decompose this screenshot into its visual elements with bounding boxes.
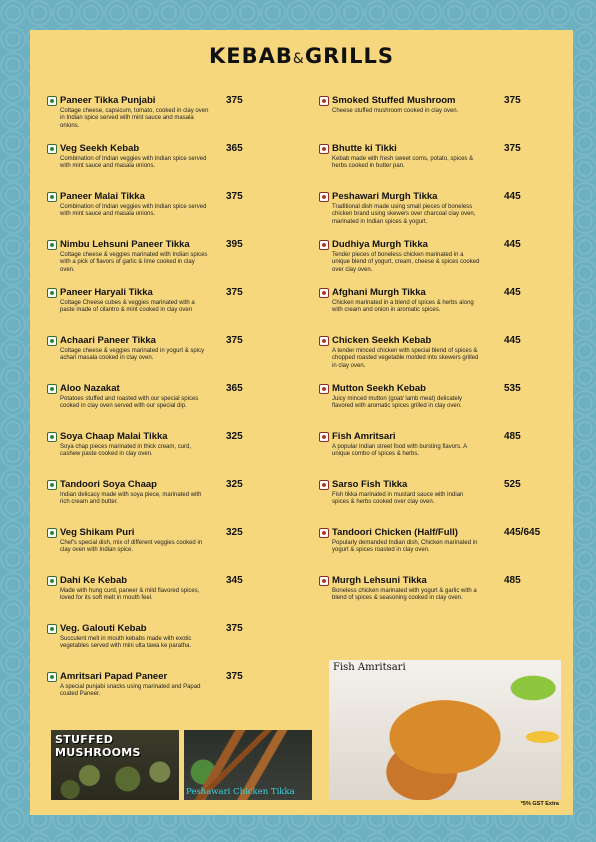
menu-item-name: Afghani Murgh Tikka: [332, 287, 426, 298]
menu-item-name: Veg Shikam Puri: [60, 527, 135, 538]
menu-item-price: 445: [504, 239, 521, 250]
menu-item: [60, 479, 285, 507]
menu-item-name: Fish Amritsari: [332, 431, 396, 442]
menu-item-name: Amritsari Papad Paneer: [60, 671, 168, 682]
menu-item-description: Juicy minced mutton (goat/ lamb meat) delicately flavored with aromatic spices grilled in clay oven.: [332, 396, 463, 410]
menu-item-price: 375: [504, 143, 521, 154]
menu-item: [332, 239, 557, 274]
veg-mark-icon: [47, 336, 57, 346]
page-title: KEBAB&GRILLS: [209, 44, 394, 68]
menu-item-description: Soya chap pieces marinated in thick cream, curd, cashew paste cooked in clay oven.: [60, 444, 192, 458]
nonveg-mark-icon: [319, 240, 329, 250]
menu-item: [332, 95, 557, 115]
menu-item-name: Nimbu Lehsuni Paneer Tikka: [60, 239, 190, 250]
menu-item-name: Chicken Seekh Kebab: [332, 335, 432, 346]
menu-item-name: Bhutte ki Tikki: [332, 143, 397, 154]
peshawari-chicken-photo: [184, 730, 312, 800]
menu-item-description: Cottage cheese & veggies marinated with Indian spices with a pick of flavors of garlic & lime cooked in clay oven.: [60, 252, 208, 273]
menu-item-name: Tandoori Chicken (Half/Full): [332, 527, 458, 538]
menu-item-name: Paneer Tikka Punjabi: [60, 95, 156, 106]
menu-item: [60, 239, 285, 274]
veg-mark-icon: [47, 384, 57, 394]
nonveg-mark-icon: [319, 96, 329, 106]
nonveg-mark-icon: [319, 432, 329, 442]
nonveg-mark-icon: [319, 336, 329, 346]
menu-item-name: Achaari Paneer Tikka: [60, 335, 156, 346]
menu-item-name: Murgh Lehsuni Tikka: [332, 575, 427, 586]
menu-item-name: Paneer Haryali Tikka: [60, 287, 153, 298]
menu-item: [332, 143, 557, 171]
gst-footnote: *5% GST Extra: [520, 801, 559, 807]
fish-amritsari-photo: [329, 660, 561, 800]
menu-item-price: 345: [226, 575, 243, 586]
nonveg-mark-icon: [319, 576, 329, 586]
nonveg-mark-icon: [319, 288, 329, 298]
menu-item-description: Cheese stuffed mushroom cooked in clay oven.: [332, 108, 459, 114]
menu-item-price: 535: [504, 383, 521, 394]
menu-item-name: Veg. Galouti Kebab: [60, 623, 147, 634]
menu-item: [60, 95, 285, 130]
menu-item-price: 445: [504, 335, 521, 346]
menu-item-description: A tender minced chicken with special blend of spices & chopped roasted vegetable molded into skewers grilled in clay oven.: [332, 348, 479, 369]
menu-item-name: Aloo Nazakat: [60, 383, 120, 394]
menu-item: [332, 191, 557, 226]
nonveg-mark-icon: [319, 528, 329, 538]
menu-item-description: Chicken marinated in a blend of spices & herbs along with cream and onion in aromatic spices.: [332, 300, 474, 314]
menu-item-price: 365: [226, 383, 243, 394]
menu-item-name: Peshawari Murgh Tikka: [332, 191, 438, 202]
menu-item-price: 325: [226, 479, 243, 490]
fish-amritsari-label: Fish Amritsari: [333, 662, 406, 673]
menu-item: [332, 383, 557, 411]
veg-mark-icon: [47, 96, 57, 106]
menu-item-description: Cottage cheese, capsicum, tomato, cooked in clay oven in Indian spice served with mint sauce and masala onions.: [60, 108, 209, 129]
menu-item-price: 325: [226, 431, 243, 442]
menu-item-name: Mutton Seekh Kebab: [332, 383, 426, 394]
veg-mark-icon: [47, 528, 57, 538]
stuffed-mushrooms-label: STUFFED MUSHROOMS: [55, 733, 141, 759]
menu-item-name: Sarso Fish Tikka: [332, 479, 408, 490]
menu-item-name: Soya Chaap Malai Tikka: [60, 431, 168, 442]
menu-item: [332, 527, 557, 555]
veg-mark-icon: [47, 432, 57, 442]
menu-item-description: Kebab made with fresh sweet corns, potato, spices & herbs cooked in butter pan.: [332, 156, 474, 170]
menu-item: [60, 335, 285, 363]
menu-item-description: Combination of Indian veggies with Indian spice served with mint sauce and masala onions.: [60, 204, 207, 218]
menu-item: [332, 287, 557, 315]
menu-item-price: 375: [226, 191, 243, 202]
menu-item-description: Popularly demanded Indian dish, Chicken marinated in yogurt & spices roasted in clay oven.: [332, 540, 478, 554]
menu-item: [60, 671, 285, 699]
menu-item-description: Indian delicacy made with soya piece, marinated with rich cream and butter.: [60, 492, 202, 506]
menu-item-price: 375: [504, 95, 521, 106]
menu-item-description: Made with hung curd, paneer & mild flavored spices, loved for its soft melt in mouth feel.: [60, 588, 200, 602]
menu-item-price: 365: [226, 143, 243, 154]
menu-item-name: Dahi Ke Kebab: [60, 575, 128, 586]
menu-item-price: 445: [504, 287, 521, 298]
peshawari-chicken-label: Peshawari Chicken Tikka: [186, 787, 295, 797]
menu-item-description: Cottage cheese & veggies marinated in yogurt & spicy achari masala cooked in clay oven.: [60, 348, 205, 362]
menu-item: [332, 431, 557, 459]
menu-item-description: Tender pieces of boneless chicken marinated in a unique blend of yogurt, cream, cheese & spices cooked over clay oven.: [332, 252, 480, 273]
menu-item-name: Smoked Stuffed Mushroom: [332, 95, 456, 106]
menu-item: [60, 143, 285, 171]
menu-item-price: 375: [226, 671, 243, 682]
menu-item-description: Succulent melt in mouth kebabs made with exotic vegetables served with mini ulta tawa ke paratha.: [60, 636, 192, 650]
menu-item-description: Combination of Indian veggies with Indian spice served with mint sauce and masala onions.: [60, 156, 207, 170]
menu-item-price: 525: [504, 479, 521, 490]
nonveg-mark-icon: [319, 144, 329, 154]
menu-item-price: 375: [226, 335, 243, 346]
veg-mark-icon: [47, 480, 57, 490]
veg-mark-icon: [47, 144, 57, 154]
menu-item-description: Chef's special dish, mix of different veggies cooked in clay oven with Indian spice.: [60, 540, 203, 554]
menu-item: [60, 191, 285, 219]
menu-item-description: Cottage Cheese cubes & veggies marinated with a paste made of cilantro & mint cooked in clay oven: [60, 300, 195, 314]
menu-item: [60, 575, 285, 603]
veg-mark-icon: [47, 240, 57, 250]
menu-item-name: Tandoori Soya Chaap: [60, 479, 157, 490]
menu-item-name: Veg Seekh Kebab: [60, 143, 140, 154]
menu-item: [60, 383, 285, 411]
menu-item: [60, 623, 285, 651]
menu-item: [332, 335, 557, 370]
menu-item-description: Traditional dish made using small pieces of boneless chicken brand using skewers over charcoal clay oven, marinated in Indian spices & yogurt.: [332, 204, 476, 225]
veg-mark-icon: [47, 192, 57, 202]
menu-item-price: 325: [226, 527, 243, 538]
nonveg-mark-icon: [319, 192, 329, 202]
menu-item-price: 485: [504, 575, 521, 586]
menu-item-description: Potatoes stuffed and roasted with our special spices cooked in clay oven served with our special dip.: [60, 396, 199, 410]
stuffed-mushrooms-photo: [51, 730, 179, 800]
veg-mark-icon: [47, 624, 57, 634]
menu-item-description: Fish tikka marinated in mustard sauce with Indian spices & herbs cooked over clay oven.: [332, 492, 464, 506]
menu-item-description: A special punjabi snacks using marinated and Papad coated Paneer.: [60, 684, 201, 698]
menu-item-description: A popular Indian street food with bursting flavors. A unique combo of spices & herbs.: [332, 444, 467, 458]
veg-mark-icon: [47, 672, 57, 682]
veg-mark-icon: [47, 576, 57, 586]
menu-item-price: 445: [504, 191, 521, 202]
menu-panel: [30, 30, 573, 815]
menu-item: [60, 431, 285, 459]
veg-mark-icon: [47, 288, 57, 298]
menu-item: [332, 575, 557, 603]
menu-item-price: 445/645: [504, 527, 541, 538]
menu-item-name: Paneer Malai Tikka: [60, 191, 145, 202]
menu-item-price: 395: [226, 239, 243, 250]
nonveg-mark-icon: [319, 480, 329, 490]
menu-item: [60, 527, 285, 555]
menu-item-price: 375: [226, 623, 243, 634]
menu-item-name: Dudhiya Murgh Tikka: [332, 239, 428, 250]
menu-item: [332, 479, 557, 507]
menu-item-price: 375: [226, 95, 243, 106]
menu-item-description: Boneless chicken marinated with yogurt & garlic with a blend of spices & seasoning cooked in clay oven.: [332, 588, 477, 602]
menu-item: [60, 287, 285, 315]
menu-item-price: 485: [504, 431, 521, 442]
nonveg-mark-icon: [319, 384, 329, 394]
menu-item-price: 375: [226, 287, 243, 298]
